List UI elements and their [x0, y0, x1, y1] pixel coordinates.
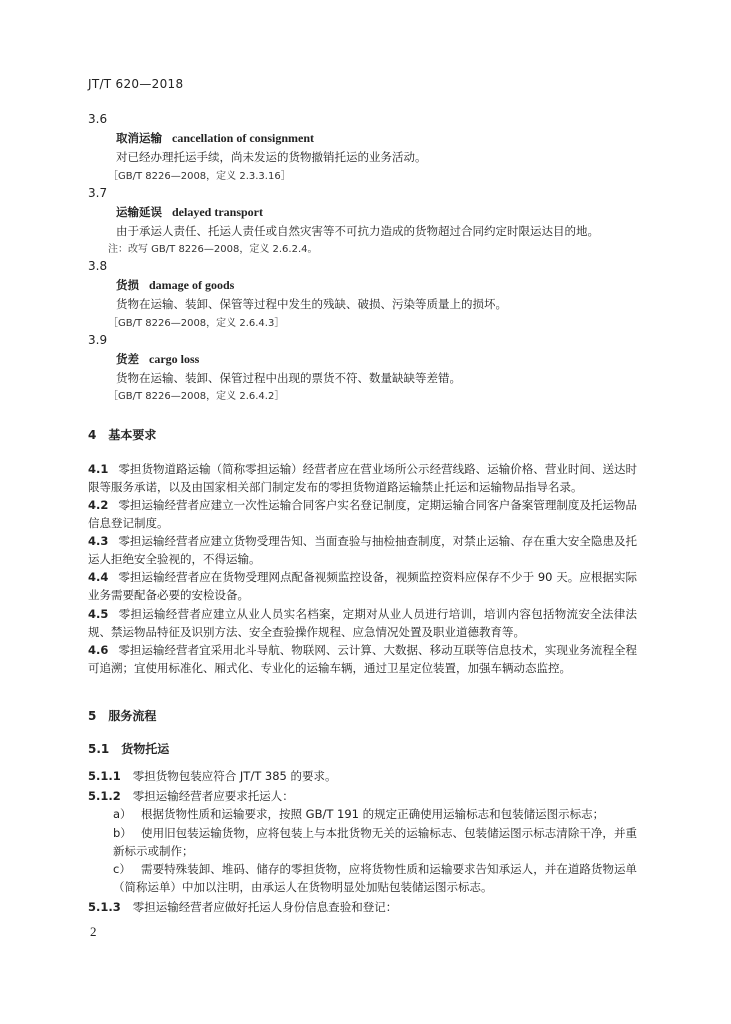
paragraph — [88, 533, 637, 568]
term-en: damage of goods — [149, 278, 235, 292]
term-definition: 货物在运输、装卸、保管过程中出现的票货不符、数量缺缺等差错。 — [116, 371, 461, 385]
term-definition: 货物在运输、装卸、保管等过程中发生的残缺、破损、污染等质量上的损坏。 — [116, 297, 507, 311]
paragraph-text: 零担运输经营者应建立一次性运输合同客户实名登记制度，定期运输合同客户备案管理制度及托运物品信息登记制度。 — [88, 498, 637, 530]
paragraph — [88, 497, 637, 532]
clause-text: 零担运输经营者应做好托运人身份信息查验和登记： — [132, 900, 398, 914]
term-definition: 对已经办理托运手续，尚未发运的货物撤销托运的业务活动。 — [116, 150, 427, 164]
section-heading: 4 基本要求 — [88, 428, 157, 442]
list-marker: b） — [113, 826, 132, 840]
list-marker: c） — [113, 862, 131, 876]
subsection-heading: 5.1 货物托运 — [88, 742, 170, 756]
term-en: cancellation of consignment — [172, 131, 314, 145]
paragraph-number: 4.4 — [88, 570, 109, 584]
paragraph — [88, 606, 637, 641]
term-number: 3.9 — [88, 333, 108, 347]
term-en: cargo loss — [149, 352, 200, 366]
term-en: delayed transport — [172, 205, 263, 219]
term-number: 3.8 — [88, 259, 108, 273]
term-title — [116, 278, 234, 292]
term-zh: 货差 — [116, 352, 139, 366]
list-item-text: 使用旧包装运输货物，应将包装上与本批货物无关的运输标志、包装储运图示标志清除干净，并重新标示或制作； — [113, 826, 637, 858]
paragraph — [88, 569, 637, 604]
term-zh: 取消运输 — [116, 131, 162, 145]
paragraph-number: 4.1 — [88, 462, 109, 476]
page-number: 2 — [90, 924, 97, 939]
term-source: ［GB/T 8226—2008，定义 2.3.3.16］ — [108, 171, 291, 182]
paragraph-number: 4.6 — [88, 643, 109, 657]
paragraph-text: 零担运输经营者应在货物受理网点配备视频监控设备，视频监控资料应保存不少于 90 天。应根据实际业务需要配备必要的安检设备。 — [88, 570, 637, 602]
section-heading: 5 服务流程 — [88, 709, 157, 723]
paragraph-text: 零担运输经营者宜采用北斗导航、物联网、云计算、大数据、移动互联等信息技术，实现业务流程全程可追溯；宜使用标准化、厢式化、专业化的运输车辆，通过卫星定位装置，加强车辆动态监控。 — [88, 643, 637, 675]
standard-code-header: JT/T 620—2018 — [88, 77, 184, 91]
paragraph-number: 4.5 — [88, 607, 109, 621]
list-marker: a） — [113, 807, 132, 821]
term-number: 3.7 — [88, 186, 108, 200]
clause-number: 5.1.3 — [88, 900, 121, 914]
term-title — [116, 205, 263, 219]
term-title — [116, 131, 314, 145]
list-item — [113, 806, 637, 824]
clause-text: 零担货物包装应符合 JT/T 385 的要求。 — [132, 769, 337, 783]
term-definition: 由于承运人责任、托运人责任或自然灾害等不可抗力造成的货物超过合同约定时限运达目的地。 — [116, 224, 599, 238]
term-number: 3.6 — [88, 112, 108, 126]
list-item — [113, 825, 637, 860]
term-source: ［GB/T 8226—2008，定义 2.6.4.3］ — [108, 318, 285, 329]
clause — [88, 900, 397, 914]
clause-text: 零担运输经营者应要求托运人： — [132, 789, 294, 803]
clause — [88, 769, 336, 783]
term-source: ［GB/T 8226—2008，定义 2.6.4.2］ — [108, 391, 285, 402]
paragraph-number: 4.3 — [88, 534, 109, 548]
paragraph-number: 4.2 — [88, 498, 109, 512]
clause — [88, 789, 294, 803]
paragraph — [88, 461, 637, 496]
paragraph — [88, 642, 637, 677]
paragraph-text: 零担运输经营者应建立货物受理告知、当面查验与抽检抽查制度，对禁止运输、存在重大安全隐患及托运人拒绝安全验视的，不得运输。 — [88, 534, 637, 566]
term-note: 注：改写 GB/T 8226—2008，定义 2.6.2.4。 — [108, 244, 318, 255]
term-zh: 运输延误 — [116, 205, 162, 219]
clause-number: 5.1.1 — [88, 769, 121, 783]
list-item — [113, 861, 637, 896]
term-zh: 货损 — [116, 278, 139, 292]
list-item-text: 根据货物性质和运输要求，按照 GB/T 191 的规定正确使用运输标志和包装储运图示标志； — [141, 807, 605, 821]
clause-number: 5.1.2 — [88, 789, 121, 803]
paragraph-text: 零担货物道路运输（简称零担运输）经营者应在营业场所公示经营线路、运输价格、营业时间、送达时限等服务承诺，以及由国家相关部门制定发布的零担货物道路运输禁止托运和运输物品指导名录。 — [88, 462, 637, 494]
paragraph-text: 零担运输经营者应建立从业人员实名档案，定期对从业人员进行培训，培训内容包括物流安全法律法规、禁运物品特征及识别方法、安全查验操作规程、应急情况处置及职业道德教育等。 — [88, 607, 637, 639]
list-item-text: 需要特殊装卸、堆码、储存的零担货物，应将货物性质和运输要求告知承运人，并在道路货物运单（简称运单）中加以注明，由承运人在货物明显处加贴包装储运图示标志。 — [113, 862, 637, 894]
term-title — [116, 352, 199, 366]
